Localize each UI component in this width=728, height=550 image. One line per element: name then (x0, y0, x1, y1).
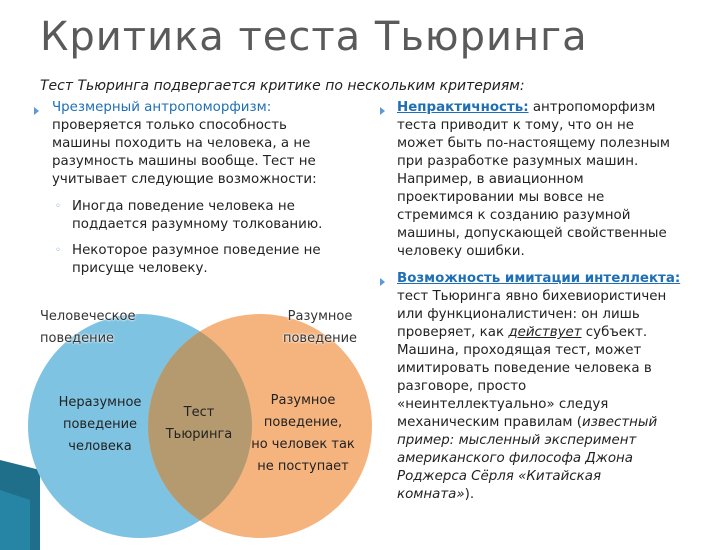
venn-text: поведение (282, 331, 358, 346)
item-line: «неинтеллектуально» следуя (397, 397, 609, 412)
right-item-impracticality (397, 99, 717, 261)
item-line: может быть по-настоящему полезным (397, 136, 671, 151)
bullet-line: проверяется только способность (52, 118, 287, 133)
sub-bullet-icon: ◦ (55, 245, 61, 256)
bullet-line: учитывает следующие возможности: (52, 172, 317, 187)
turing-test-label (156, 402, 242, 446)
item-text: проверяет, как (397, 325, 509, 340)
slide-title: Критика теста Тьюринга (40, 14, 588, 60)
venn-text: поведение (40, 331, 115, 346)
item-text: механическим правилам ( (397, 415, 582, 430)
item-line (397, 486, 717, 504)
item-line: проектировании мы вовсе не (397, 190, 605, 205)
venn-text: поведение, (263, 415, 343, 430)
venn-text: человека (68, 439, 132, 454)
item-line: имитировать поведение человека в (397, 361, 652, 376)
italic-text: известный (582, 415, 658, 430)
item-line: или функционалистичен: он лишь (397, 307, 640, 322)
bullet-line: машины походить на человека, а не (52, 136, 311, 151)
right-item-imitation (397, 270, 717, 504)
item-line: при разработке разумных машин. (397, 154, 639, 169)
venn-text: Неразумное (58, 395, 142, 410)
rational-behavior-title (276, 306, 364, 350)
sub-item (72, 198, 362, 234)
venn-text: но человек так (251, 437, 355, 452)
sub-item (72, 242, 362, 278)
item-text: ). (464, 487, 475, 502)
item-label: Непрактичность: (397, 100, 529, 115)
sub-item-line: присуще человеку. (72, 261, 208, 276)
item-line: разговоре, просто (397, 379, 527, 394)
venn-text: не поступает (257, 459, 349, 474)
item-line (397, 324, 717, 342)
item-text: антропоморфизм (532, 100, 656, 115)
item-line (397, 414, 717, 432)
item-line: Машина, проходящая тест, может (397, 343, 642, 358)
sub-item-line: поддается разумному толкованию. (72, 217, 323, 232)
item-line: пример: мысленный эксперимент (397, 433, 637, 448)
sub-bullet-icon: ◦ (55, 201, 61, 212)
item-line: Роджерса Сёрля «Китайская (397, 469, 602, 484)
venn-text: поведение (62, 417, 138, 432)
bullet-label: Чрезмерный антропоморфизм: (52, 100, 272, 115)
slide-subtitle: Тест Тьюринга подвергается критике по нескольким критериям: (40, 78, 525, 94)
venn-text: Разумное (287, 309, 353, 324)
emphasis-text: действует (508, 325, 582, 340)
bullet-arrow-icon (34, 107, 39, 115)
item-line: стремимся к созданию разумной (397, 208, 631, 223)
item-line: Например, в авиационном (397, 172, 584, 187)
venn-text: Тьюринга (165, 427, 233, 442)
item-first-line (397, 99, 717, 117)
item-label: Возможность имитации интеллекта: (397, 271, 681, 286)
left-bullet (52, 99, 352, 189)
italic-text: комната» (397, 487, 465, 502)
irrational-human-label (48, 392, 152, 458)
venn-text: Тест (183, 405, 215, 420)
bullet-arrow-icon (380, 278, 385, 286)
item-line: теста приводит к тому, что он не (397, 118, 634, 133)
bullet-arrow-icon (380, 107, 385, 115)
bullet-line: разумность машины вообще. Тест не (52, 154, 316, 169)
sub-item-line: Иногда поведение человека не (72, 199, 295, 214)
item-line: американского философа Джона (397, 451, 633, 466)
item-line: человеку ошибки. (397, 244, 525, 259)
venn-text: Разумное (270, 393, 336, 408)
venn-diagram (0, 296, 380, 546)
item-line: тест Тьюринга явно бихевиористичен (397, 289, 667, 304)
venn-text: Человеческое (40, 309, 136, 324)
human-behavior-title (40, 306, 135, 350)
sub-item-line: Некоторое разумное поведение не (72, 243, 321, 258)
item-text: субъект. (581, 325, 648, 340)
rational-nonhuman-label (240, 390, 366, 478)
item-line: машины, допускающей свойственные (397, 226, 667, 241)
